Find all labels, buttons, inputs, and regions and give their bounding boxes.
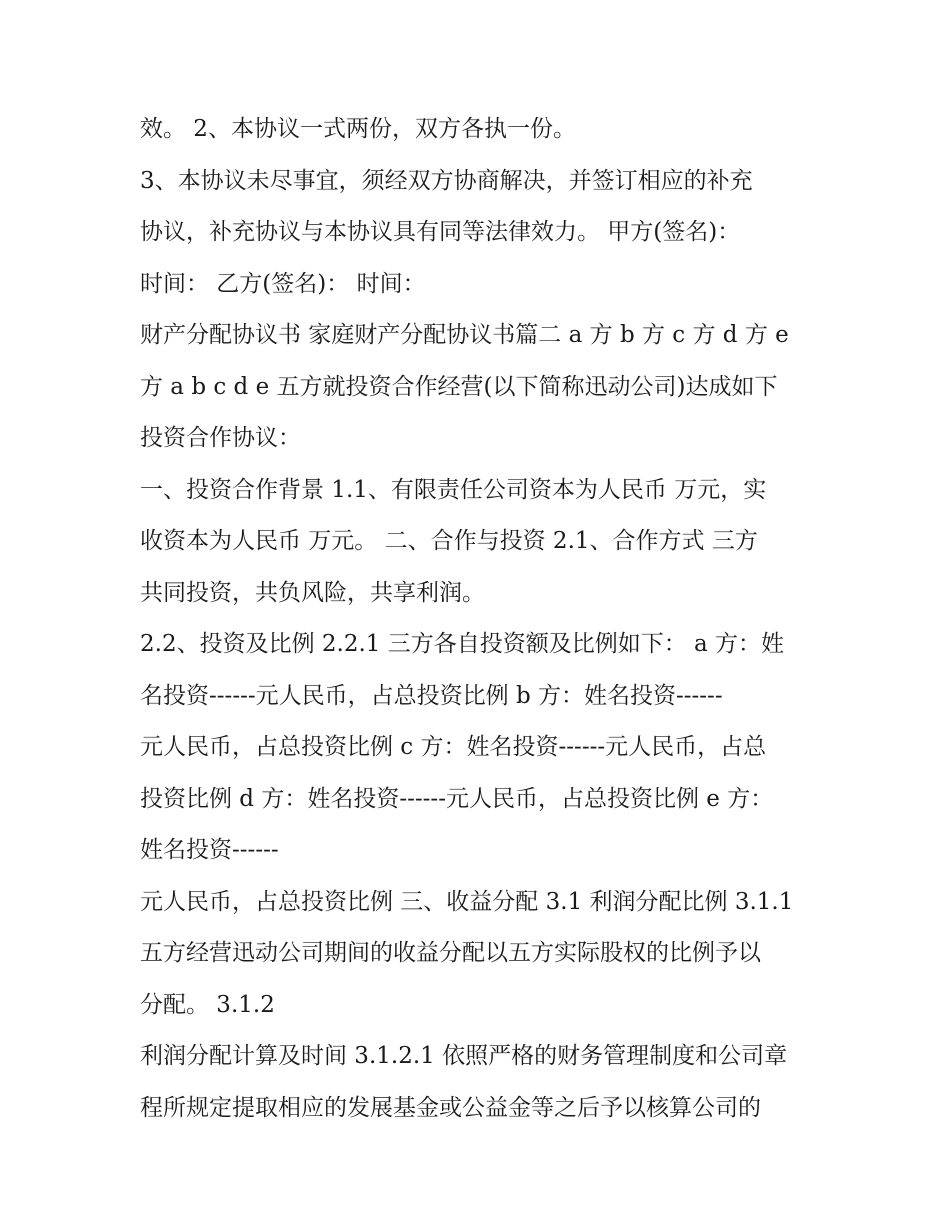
document-body: [140, 104, 830, 1134]
text-line: 3、本协议未尽事宜，须经双方协商解决，并签订相应的补充: [140, 167, 753, 194]
text-line: 时间： 乙方(签名)： 时间：: [140, 270, 426, 297]
text-line: 方 a b c d e 五方就投资合作经营(以下简称迅动公司)达成如下: [140, 373, 778, 400]
text-line: 收资本为人民币 万元。 二、合作与投资 2.1、合作方式 三方: [140, 528, 758, 554]
text-line: 投资合作协议：: [140, 425, 301, 451]
text-line: 名投资------元人民币，占总投资比例 b 方：姓名投资------: [140, 682, 723, 709]
text-line: 一、投资合作背景 1.1、有限责任公司资本为人民币 万元，实: [140, 476, 767, 503]
text-line: 姓名投资------: [140, 837, 279, 863]
text-line: 分配。 3.1.2: [140, 991, 275, 1018]
text-line: 程所规定提取相应的发展基金或公益金等之后予以核算公司的: [140, 1094, 761, 1121]
text-line: 财产分配协议书 家庭财产分配协议书篇二 a 方 b 方 c 方 d 方 e: [140, 322, 789, 348]
text-line: 效。 2、本协议一式两份，双方各执一份。: [140, 116, 576, 142]
text-line: 利润分配计算及时间 3.1.2.1 依照严格的财务管理制度和公司章: [140, 1043, 788, 1069]
text-line: 2.2、投资及比例 2.2.1 三方各自投资额及比例如下： a 方：姓: [140, 631, 785, 657]
text-line: 共同投资，共负风险，共享利润。: [140, 579, 485, 606]
text-line: 五方经营迅动公司期间的收益分配以五方实际股权的比例予以: [140, 940, 761, 966]
text-line: 元人民币，占总投资比例 三、收益分配 3.1 利润分配比例 3.1.1: [140, 888, 794, 915]
text-line: 投资比例 d 方：姓名投资------元人民币，占总投资比例 e 方：: [140, 785, 774, 812]
text-line: 元人民币，占总投资比例 c 方：姓名投资------元人民币，占总: [140, 734, 767, 760]
text-line: 协议，补充协议与本协议具有同等法律效力。 甲方(签名)：: [140, 219, 741, 245]
